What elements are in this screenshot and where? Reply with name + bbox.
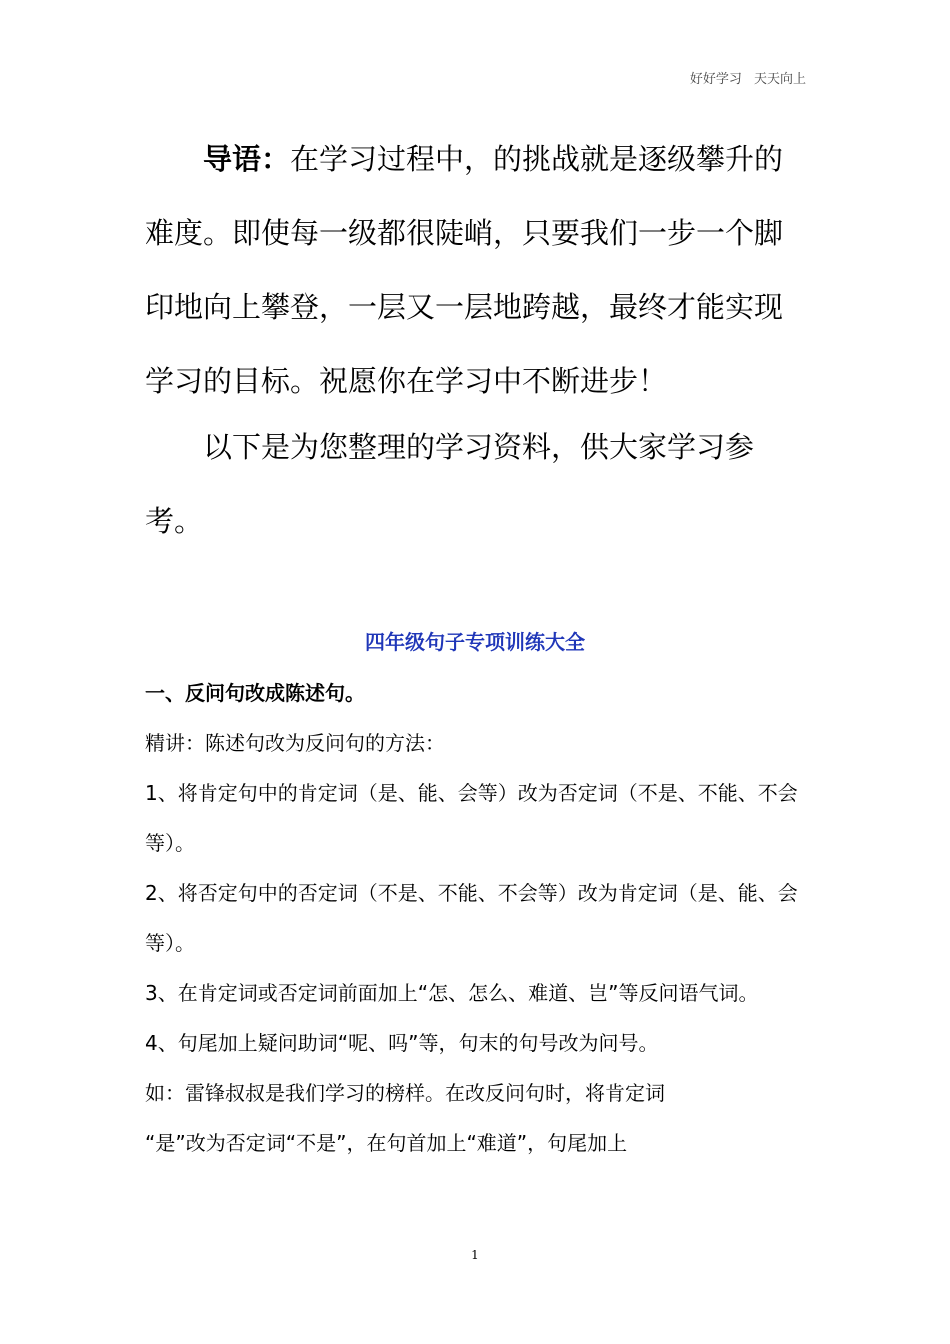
rule-item: 3、在肯定词或否定词前面加上“怎、怎么、难道、岂”等反问语气词。 [145,981,759,1005]
section-heading: 一、反问句改成陈述句。 [145,681,365,705]
explain-label: 精讲：陈述句改为反问句的方法： [145,731,445,755]
intro-paragraph [145,122,810,418]
rule-item: 1、将肯定句中的肯定词（是、能、会等）改为否定词（不是、不能、不会等）。 [145,781,798,855]
intro-closing: 以下是为您整理的学习资料，供大家学习参考。 [145,430,755,538]
intro-lead-label: 导语： [203,142,291,176]
page-header: 好好学习 天天向上 [689,72,806,87]
intro-section [145,122,810,558]
document-title: 四年级句子专项训练大全 [365,630,585,654]
rule-item: 4、句尾加上疑问助词“呢、吗”等，句末的句号改为问号。 [145,1031,659,1055]
intro-lead-text: 在学习过程中，的挑战就是逐级攀升的难度。即使每一级都很陡峭，只要我们一步一个脚印地向上攀登，一层又一层地跨越，最终才能实现学习的目标。祝愿你在学习中不断进步！ [145,142,784,398]
example-line: 如：雷锋叔叔是我们学习的榜样。在改反问句时，将肯定词 [145,1081,665,1105]
document-body [145,668,815,1168]
rule-item: 2、将否定句中的否定词（不是、不能、不会等）改为肯定词（是、能、会等）。 [145,881,798,955]
example-line: “是”改为否定词“不是”，在句首加上“难道”，句尾加上 [145,1131,628,1155]
page-number: 1 [471,1248,479,1262]
